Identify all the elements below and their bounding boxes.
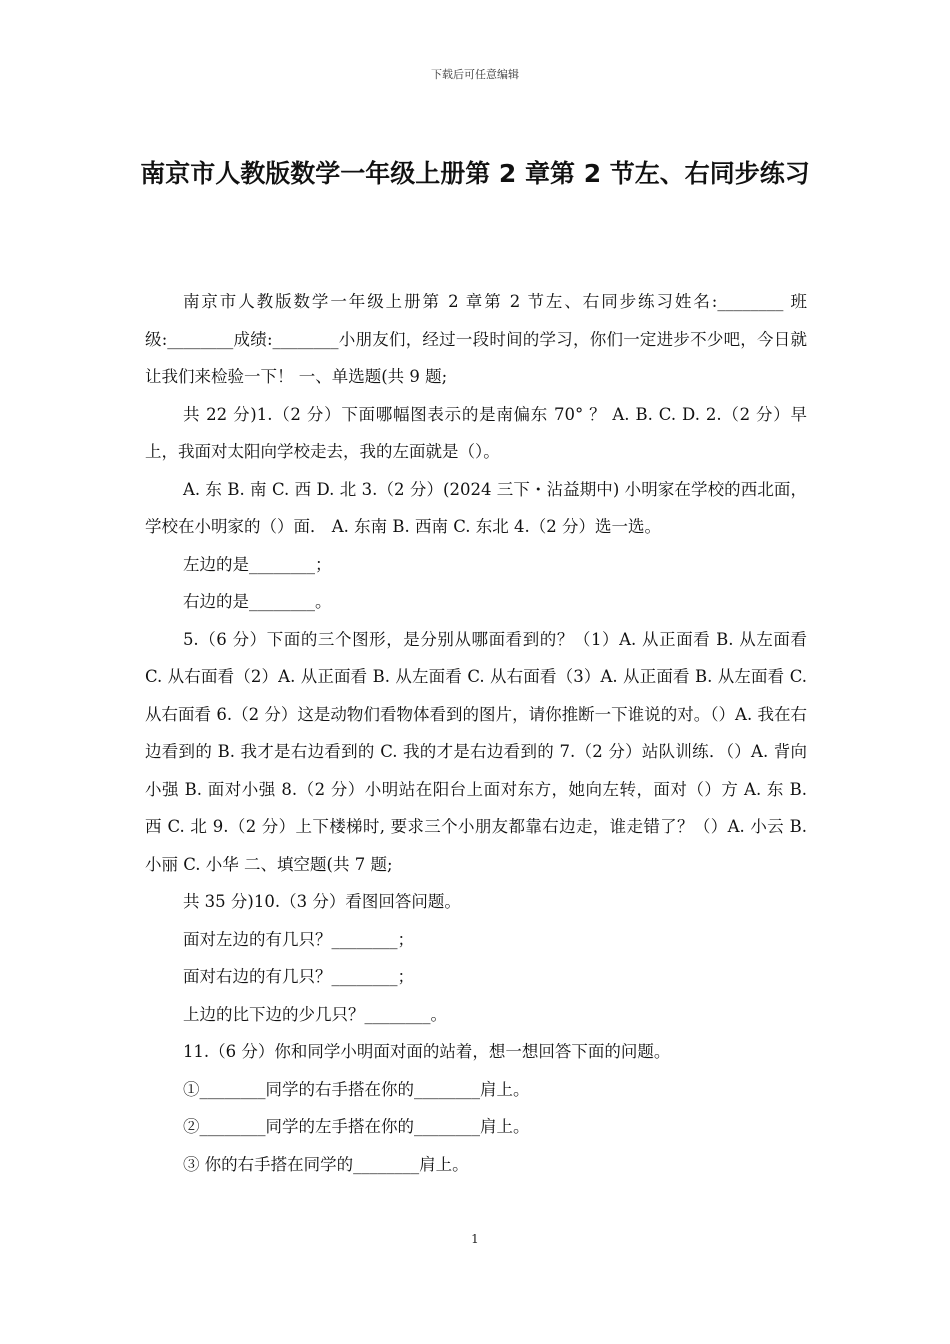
paragraph: ③ 你的右手搭在同学的________肩上。 (182, 1154, 469, 1174)
page-header-note: 下载后可任意编辑 (431, 68, 519, 81)
document-body (145, 283, 807, 1183)
paragraph: 南京市人教版数学一年级上册第 2 章第 2 节左、右同步练习姓名:________ 班级:________成绩:________小朋友们，经过一段时间的学习，你们一定进步不少吧，今日就让我们来检验一下！ 一、单选题(共 9 题; (145, 292, 807, 386)
page-number: 1 (471, 1232, 479, 1246)
paragraph: 11.（6 分）你和同学小明面对面的站着，想一想回答下面的问题。 (182, 1042, 671, 1061)
paragraph: ②________同学的左手搭在你的________肩上。 (182, 1117, 530, 1136)
paragraph: 面对右边的有几只？________； (182, 967, 414, 986)
paragraph: 5.（6 分）下面的三个图形，是分别从哪面看到的？（1）A. 从正面看 B. 从左面看 C. 从右面看（2）A. 从正面看 B. 从左面看 C. 从右面看（3）A. 从正面看 B. 从左面看 C. 从右面看 6.（2 分）这是动物们看物体看到的图片，请你推断一下谁说的对。（）A. 我在右边看到的 B. 我才是右边看到的 C. 我的才是右边看到的 7.（2 分）站队训练．（）A. 背向小强 B. 面对小强 8.（2 分）小明站在阳台上面对东方，她向左转，面对（）方 A. 东 B. 西 C. 北 9.（2 分）上下楼梯时, 要求三个小朋友都靠右边走，谁走错了？（）A. 小云 B. 小丽 C. 小华 二、填空题(共 7 题; (145, 629, 807, 874)
paragraph: 面对左边的有几只？________； (182, 929, 414, 949)
document-title: 南京市人教版数学一年级上册第 2 章第 2 节左、右同步练习 (140, 159, 810, 188)
paragraph: 上边的比下边的少几只？________。 (182, 1004, 447, 1024)
paragraph: 共 35 分)10.（3 分）看图回答问题。 (182, 892, 461, 911)
paragraph: 右边的是________。 (182, 592, 332, 611)
paragraph: A. 东 B. 南 C. 西 D. 北 3.（2 分）(2024 三下・沾益期中) 小明家在学校的西北面，学校在小明家的（）面． A. 东南 B. 西南 C. 东北 4.（2 分）选一选。 (145, 479, 807, 536)
paragraph: 左边的是________； (182, 554, 332, 574)
paragraph: ①________同学的右手搭在你的________肩上。 (182, 1079, 530, 1099)
paragraph: 共 22 分)1.（2 分）下面哪幅图表示的是南偏东 70° ？ A. B. C. D. 2.（2 分）早上，我面对太阳向学校走去，我的左面就是（）。 (145, 404, 807, 461)
